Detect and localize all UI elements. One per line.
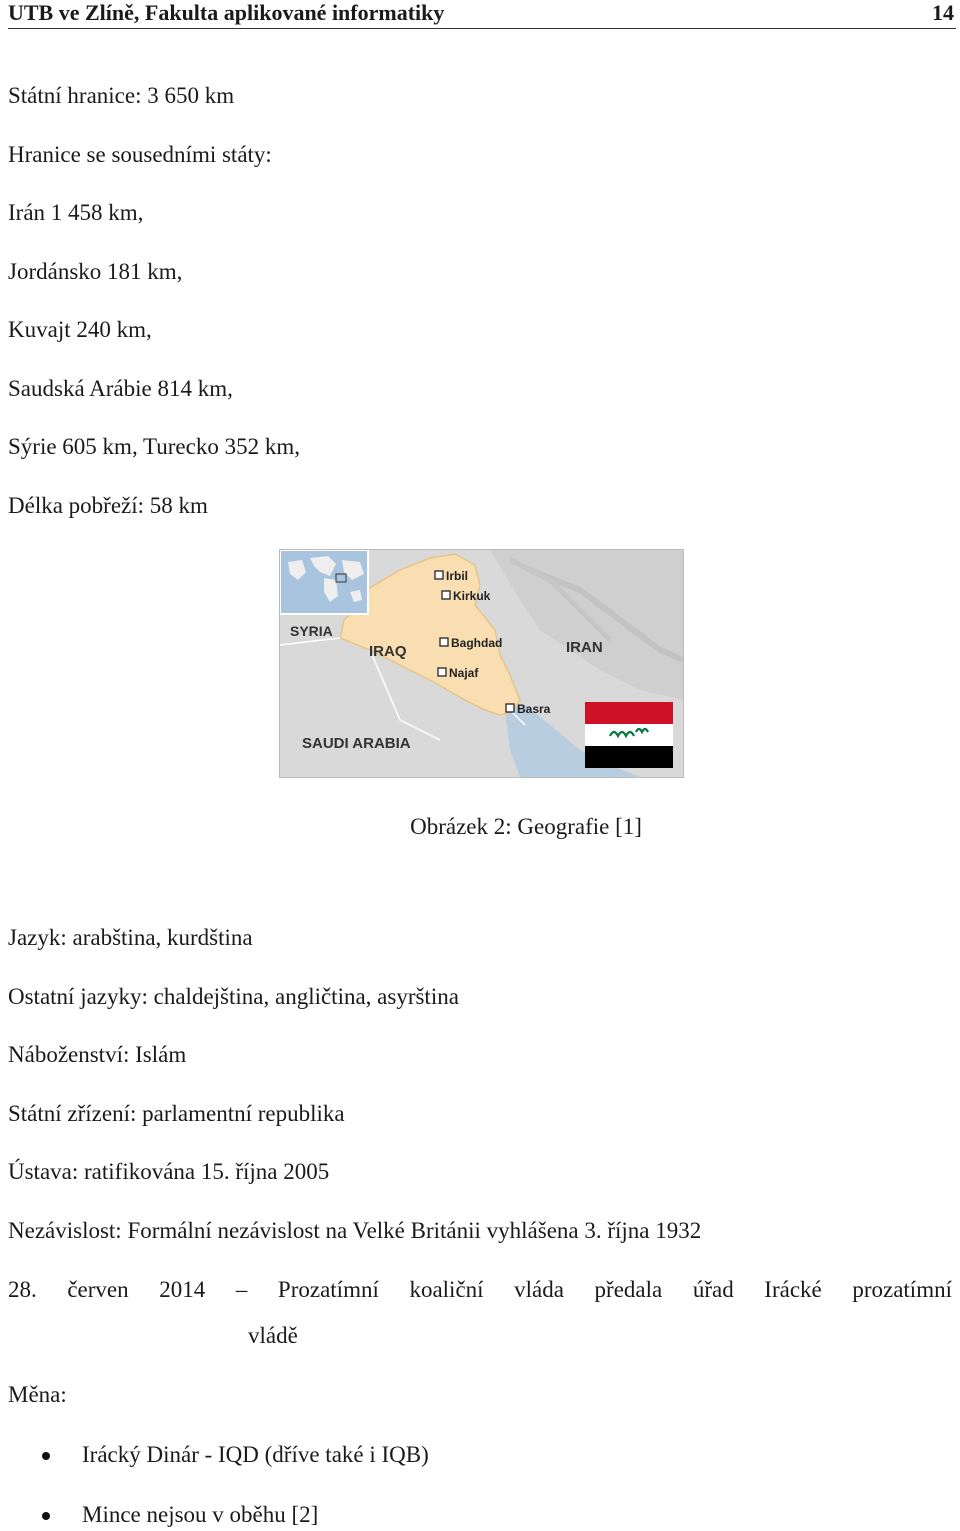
text-line: Kuvajt 240 km,	[8, 317, 152, 342]
text-line: Ostatní jazyky: chaldejština, angličtina, asyrština	[8, 984, 459, 1009]
city-marker	[438, 668, 446, 676]
timeline-word: koaliční	[409, 1277, 484, 1302]
text-line: Délka pobřeží: 58 km	[8, 493, 208, 518]
text-line: Saudská Arábie 814 km,	[8, 376, 233, 401]
country-label: SYRIA	[290, 623, 333, 639]
timeline-word: 28.	[8, 1277, 37, 1302]
city-label: Kirkuk	[453, 589, 491, 603]
currency-label: Měna:	[8, 1382, 67, 1407]
timeline-continuation: vládě	[248, 1323, 298, 1348]
timeline-word: předala	[594, 1277, 663, 1302]
list-item-text: Irácký Dinár - IQD (dříve také i IQB)	[82, 1442, 429, 1467]
page-number: 14	[932, 0, 954, 25]
text-line: Hranice se sousedními státy:	[8, 142, 272, 167]
timeline-word: prozatímní	[852, 1277, 952, 1302]
city-label: Najaf	[449, 666, 479, 680]
city-marker	[506, 704, 514, 712]
header-title: UTB ve Zlíně, Fakulta aplikované informatiky	[8, 0, 445, 25]
figure-caption: Obrázek 2: Geografie [1]	[410, 814, 642, 839]
timeline-line	[8, 1276, 952, 1304]
iraq-flag-icon	[585, 702, 673, 768]
timeline-word: Irácké	[764, 1277, 822, 1302]
country-label: IRAQ	[369, 643, 407, 660]
text-line: Irán 1 458 km,	[8, 200, 144, 225]
timeline-word: úřad	[692, 1277, 734, 1302]
bullet-icon	[42, 1452, 50, 1460]
timeline-word: červen	[67, 1277, 129, 1302]
text-line: Jazyk: arabština, kurdština	[8, 925, 253, 950]
city-marker	[440, 638, 448, 646]
text-line: Státní hranice: 3 650 km	[8, 83, 235, 108]
iraq-map-figure	[279, 549, 684, 778]
text-line: Jordánsko 181 km,	[8, 259, 183, 284]
city-marker	[442, 591, 450, 599]
timeline-word: 2014	[159, 1277, 206, 1302]
timeline-word: Prozatímní	[277, 1277, 379, 1302]
city-label: Basra	[517, 702, 551, 716]
city-label: Irbil	[446, 569, 469, 583]
text-line: Sýrie 605 km, Turecko 352 km,	[8, 434, 300, 459]
timeline-word: vláda	[514, 1277, 564, 1302]
bullet-icon	[42, 1512, 50, 1520]
page-header	[8, 0, 956, 29]
text-line: Ústava: ratifikována 15. října 2005	[8, 1159, 330, 1184]
country-label: IRAN	[566, 639, 603, 656]
timeline-word: –	[235, 1277, 248, 1302]
list-item-text: Mince nejsou v oběhu [2]	[82, 1502, 319, 1527]
text-line: Státní zřízení: parlamentní republika	[8, 1101, 345, 1126]
city-marker	[435, 571, 443, 579]
text-line: Náboženství: Islám	[8, 1042, 187, 1067]
city-label: Baghdad	[451, 636, 503, 650]
text-line: Nezávislost: Formální nezávislost na Velké Británii vyhlášena 3. října 1932	[8, 1218, 702, 1243]
country-label: SAUDI ARABIA	[302, 735, 411, 752]
